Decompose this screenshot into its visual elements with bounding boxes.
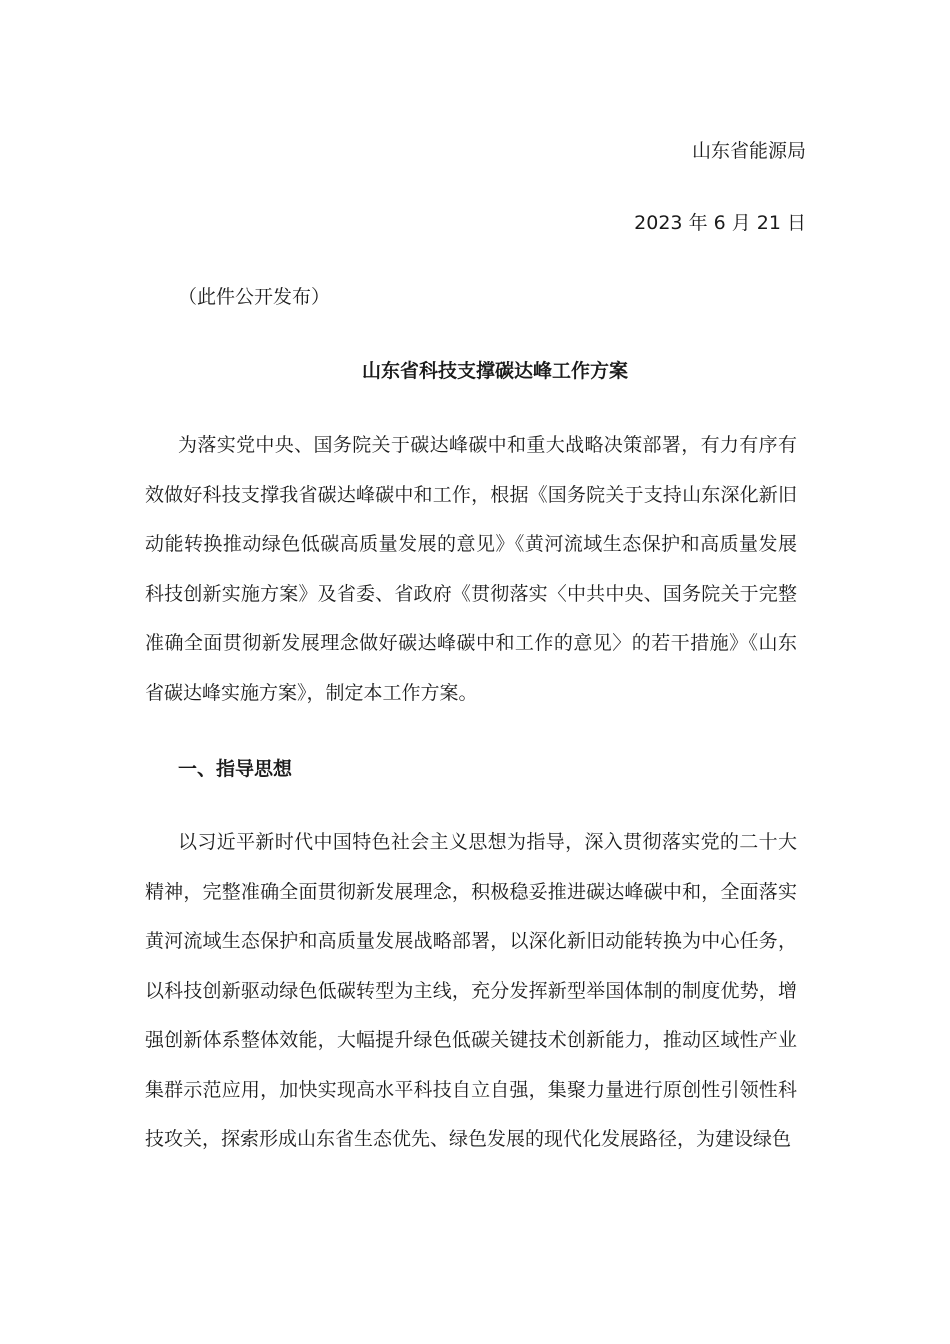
- section-heading-guiding-ideology: 一、指导思想: [178, 758, 293, 780]
- issuer-name: 山东省能源局: [691, 140, 806, 162]
- intro-paragraph: 为落实党中央、国务院关于碳达峰碳中和重大战略决策部署，有力有序有效做好科技支撑我省碳达峰碳中和工作，根据《国务院关于支持山东深化新旧动能转换推动绿色低碳高质量发展的意见》《黄河流域生态保护和高质量发展科技创新实施方案》及省委、省政府《贯彻落实〈中共中央、国务院关于完整准确全面贯彻新发展理念做好碳达峰碳中和工作的意见〉的若干措施》《山东省碳达峰实施方案》，制定本工作方案。: [145, 434, 797, 704]
- guiding-ideology-paragraph: 以习近平新时代中国特色社会主义思想为指导，深入贯彻落实党的二十大精神，完整准确全面贯彻新发展理念，积极稳妥推进碳达峰碳中和，全面落实黄河流域生态保护和高质量发展战略部署，以深化新旧动能转换为中心任务，以科技创新驱动绿色低碳转型为主线，充分发挥新型举国体制的制度优势，增强创新体系整体效能，大幅提升绿色低碳关键技术创新能力，推动区域性产业集群示范应用，加快实现高水平科技自立自强，集聚力量进行原创性引领性科技攻关，探索形成山东省生态优先、绿色发展的现代化发展路径，为建设绿色: [145, 831, 797, 1150]
- publication-notice: （此件公开发布）: [178, 286, 331, 308]
- issue-date: 2023 年 6 月 21 日: [634, 212, 806, 234]
- document-title: 山东省科技支撑碳达峰工作方案: [361, 360, 628, 382]
